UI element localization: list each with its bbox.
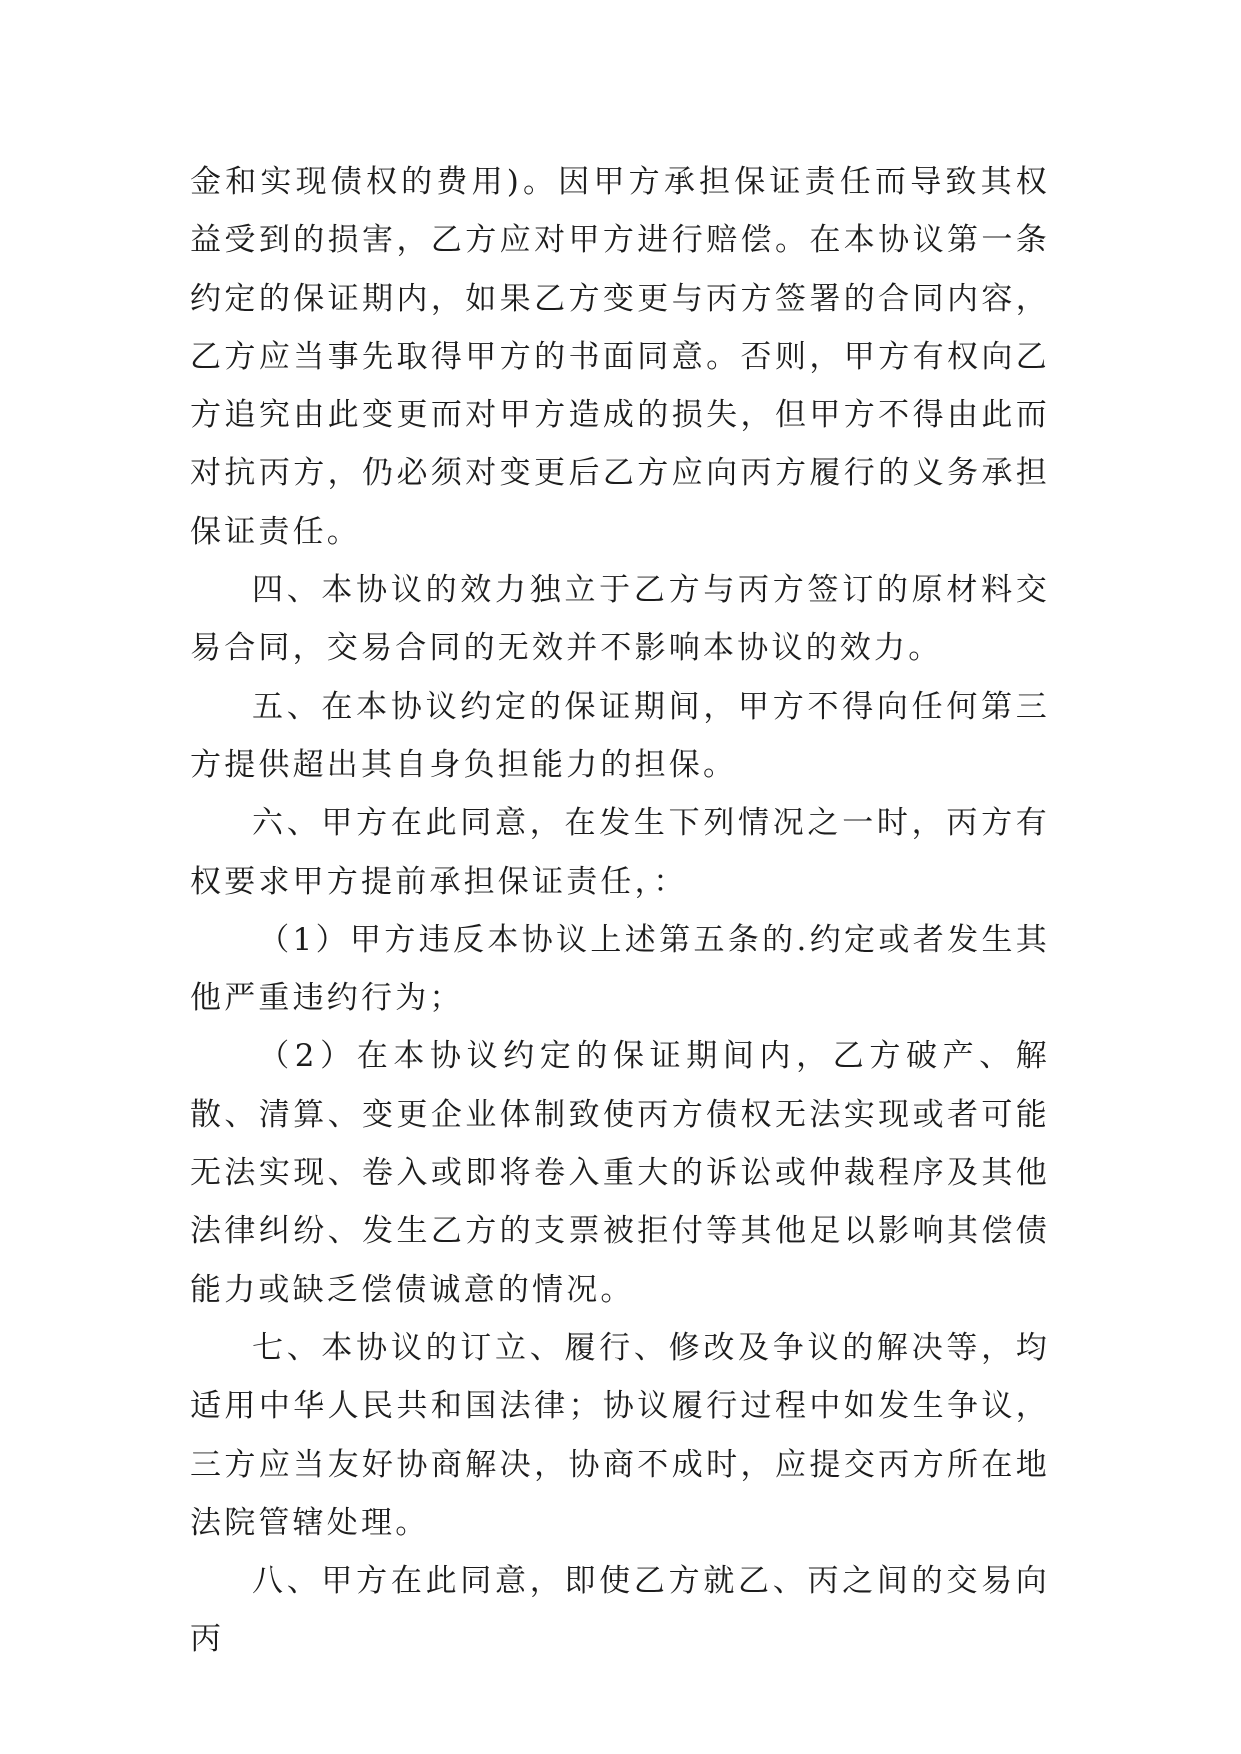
paragraph-clause-7: 七、本协议的订立、履行、修改及争议的解决等，均适用中华人民共和国法律；协议履行过程中如发生争议，三方应当友好协商解决，协商不成时，应提交丙方所在地法院管辖处理。 (190, 1329, 1050, 1541)
paragraph-clause-5: 五、在本协议约定的保证期间，甲方不得向任何第三方提供超出其自身负担能力的担保。 (190, 688, 1050, 783)
paragraph-item-2: （2）在本协议约定的保证期间内，乙方破产、解散、清算、变更企业体制致使丙方债权无法实现或者可能无法实现、卷入或即将卷入重大的诉讼或仲裁程序及其他法律纠纷、发生乙方的支票被拒付等其他足以影响其偿债能力或缺乏偿债诚意的情况。 (190, 1038, 1050, 1308)
paragraph-clause-8: 八、甲方在此同意，即使乙方就乙、丙之间的交易向丙 (190, 1563, 1050, 1658)
paragraph-continued: 金和实现债权的费用)。因甲方承担保证责任而导致其权益受到的损害，乙方应对甲方进行赔偿。在本协议第一条约定的保证期内，如果乙方变更与丙方签署的合同内容，乙方应当事先取得甲方的书面同意。否则，甲方有权向乙方追究由此变更而对甲方造成的损失，但甲方不得由此而对抗丙方，仍必须对变更后乙方应向丙方履行的义务承担保证责任。 (190, 164, 1050, 550)
body-text (190, 153, 1050, 1669)
paragraph-item-1: （1）甲方违反本协议上述第五条的.约定或者发生其他严重违约行为； (190, 921, 1050, 1017)
paragraph-clause-4: 四、本协议的效力独立于乙方与丙方签订的原材料交易合同，交易合同的无效并不影响本协议的效力。 (190, 572, 1050, 667)
paragraph-clause-6: 六、甲方在此同意，在发生下列情况之一时，丙方有权要求甲方提前承担保证责任，： (190, 805, 1050, 900)
